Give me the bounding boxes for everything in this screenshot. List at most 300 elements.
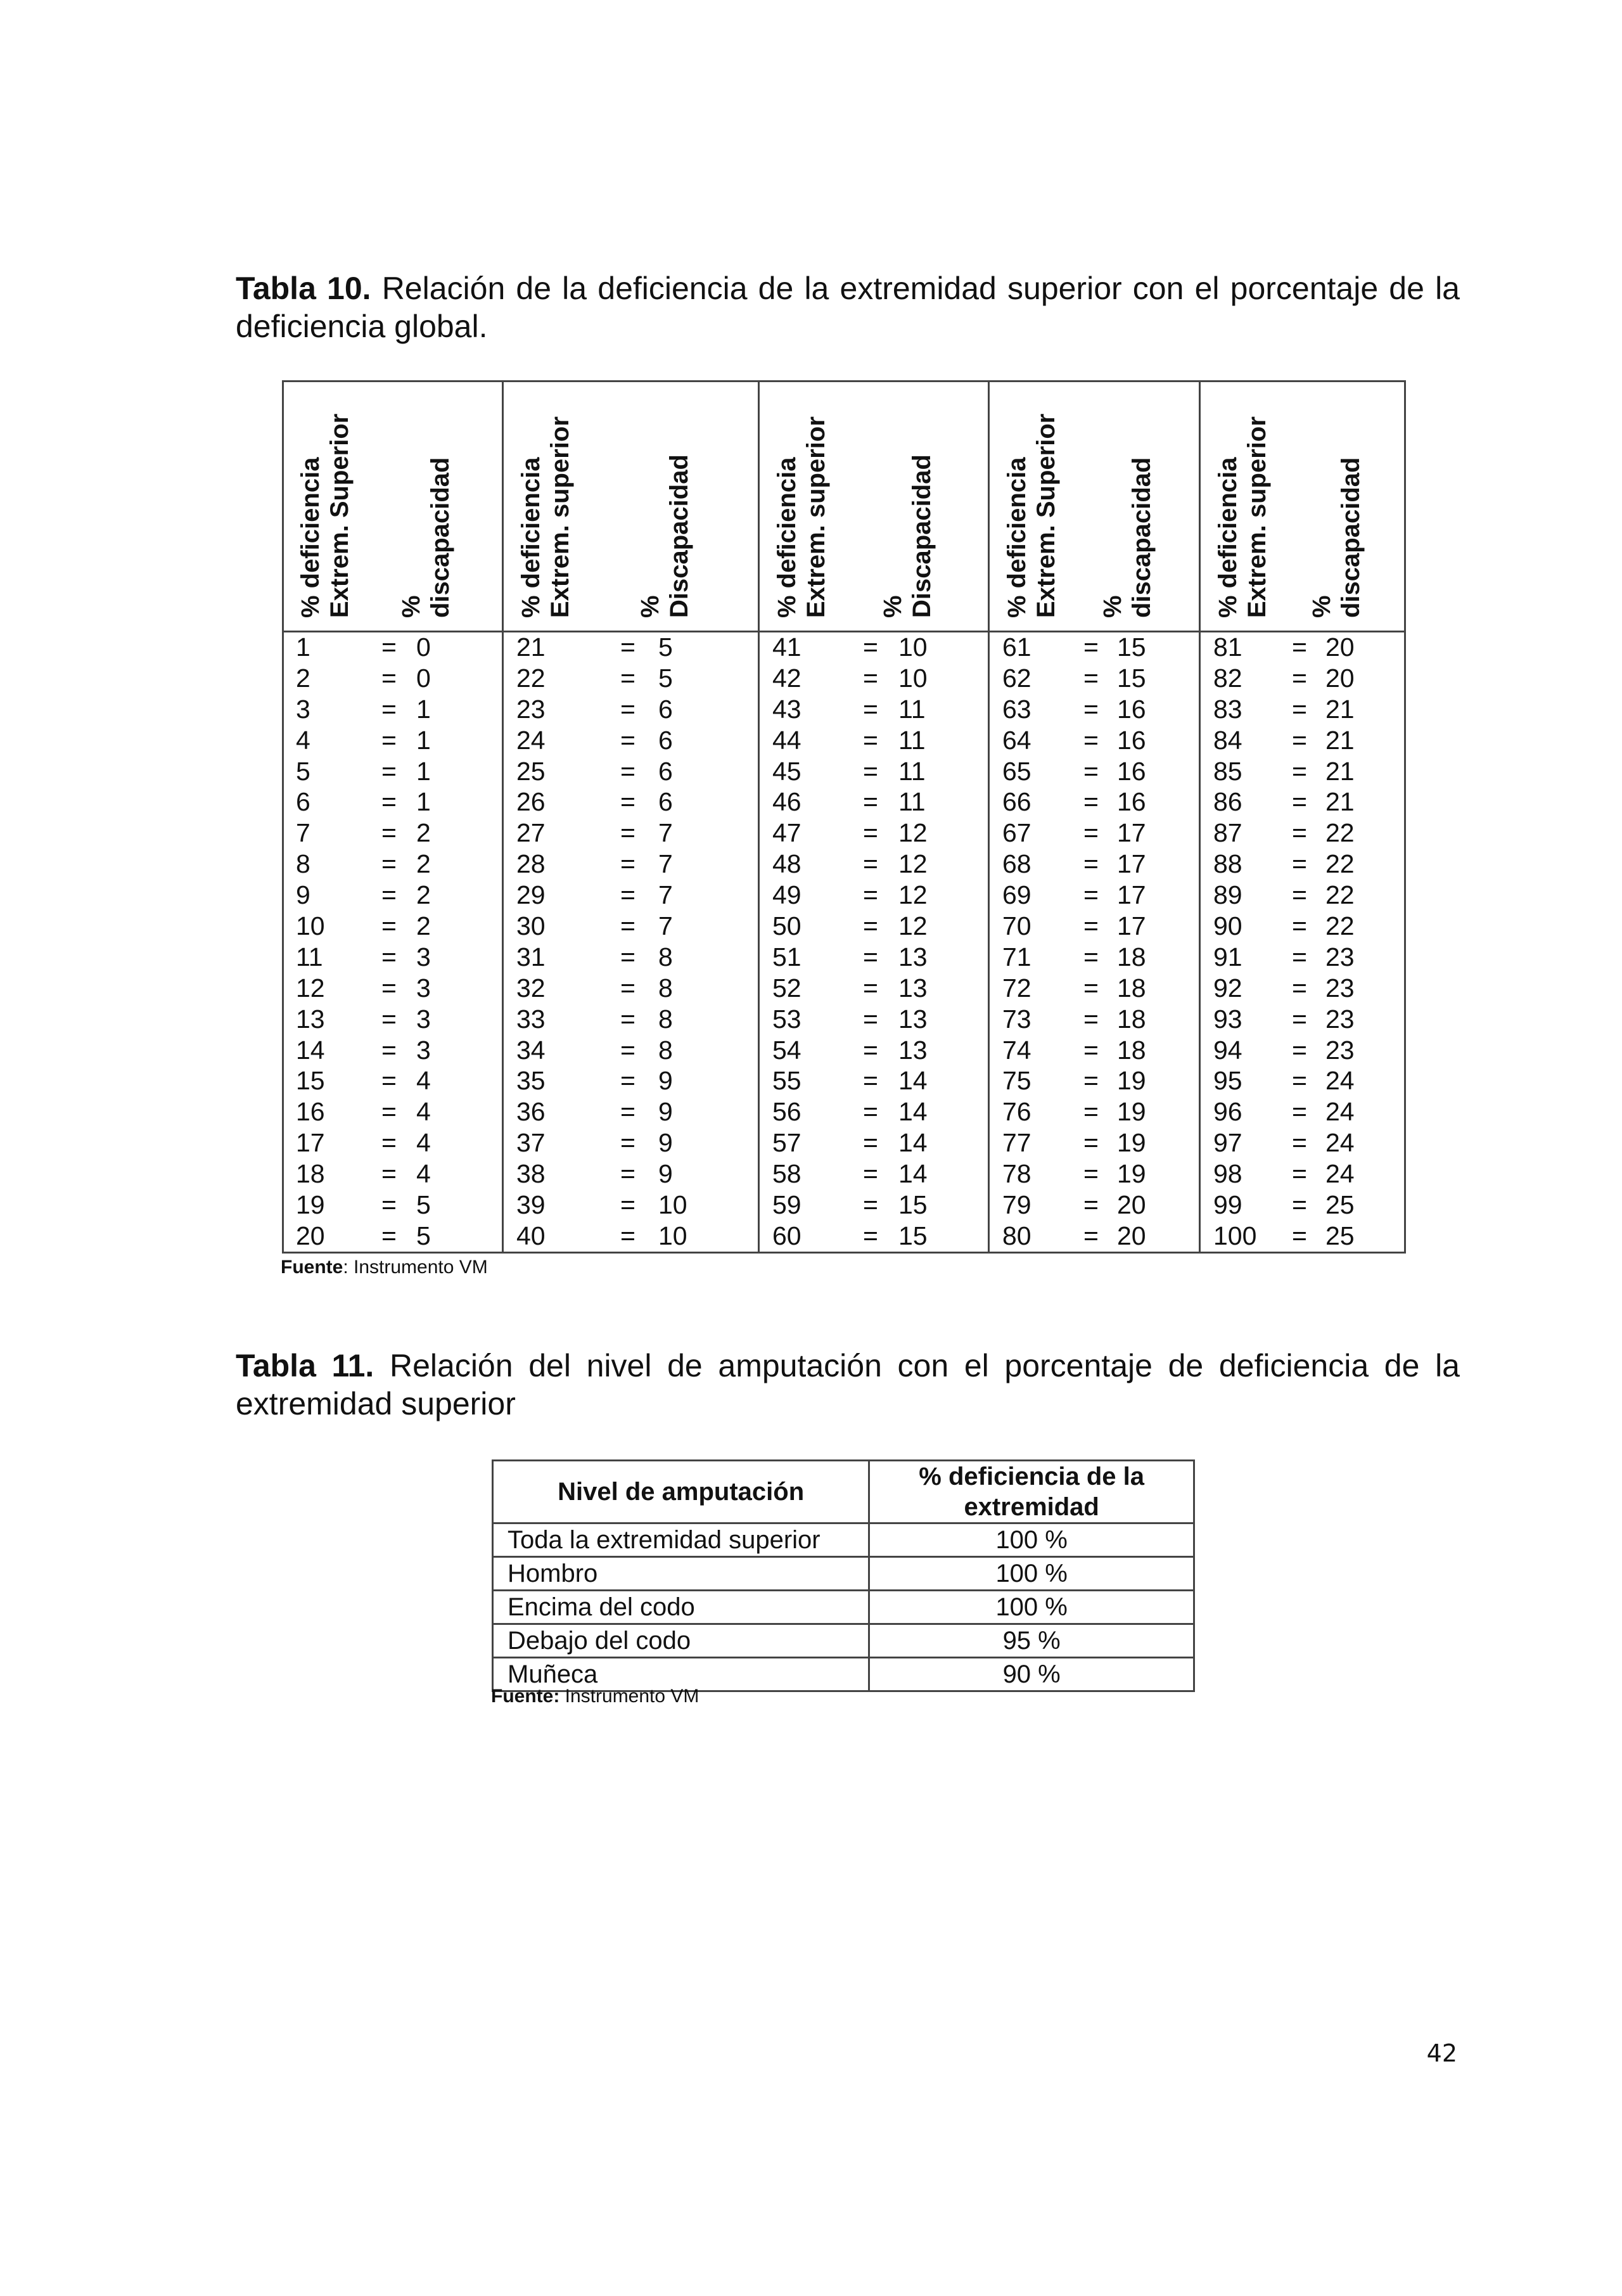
table10-header-line: Extrem. Superior [1032, 413, 1060, 618]
table11-cell-valor: 100 % [869, 1557, 1194, 1591]
table10-cell: 24 [1325, 1128, 1355, 1158]
table10-cell: 78 [1002, 1159, 1031, 1189]
table10-cell: 13 [898, 1004, 928, 1034]
table10-cell: 25 [1325, 1221, 1355, 1250]
table11-caption-label: Tabla 11. [236, 1348, 374, 1383]
table11-row [493, 1591, 1194, 1624]
table11 [492, 1459, 1195, 1692]
table10-equals-sign: = [863, 663, 878, 693]
table11-row [493, 1523, 1194, 1557]
table10-header-line: Extrem. superior [1243, 416, 1271, 618]
table10-cell: 7 [658, 880, 673, 910]
table10-cell: 3 [416, 1035, 431, 1065]
table10-cell: 76 [1002, 1097, 1031, 1127]
table10-equals-sign: = [381, 1004, 397, 1034]
table10-cell: 79 [1002, 1190, 1031, 1220]
table10-equals-sign: = [1292, 1097, 1307, 1127]
table10-cell: 14 [898, 1159, 928, 1189]
table10-cell: 10 [898, 632, 928, 662]
table10-cell: 5 [658, 663, 673, 693]
table10-cell: 7 [658, 849, 673, 879]
table10-header-line: % deficiencia [773, 457, 801, 618]
table10-header-line: Extrem. Superior [326, 413, 354, 618]
table10-header-line: % [636, 595, 664, 618]
table10-equals-sign: = [620, 1221, 635, 1250]
table10-cell: 14 [898, 1066, 928, 1096]
table10-equals-sign: = [863, 818, 878, 848]
table10-cell: 7 [658, 818, 673, 848]
table10-cell: 12 [898, 818, 928, 848]
table10-cell: 19 [1117, 1066, 1146, 1096]
table10-equals-sign: = [1292, 1190, 1307, 1220]
table10-cell: 23 [1325, 942, 1355, 972]
table10-equals-sign: = [620, 725, 635, 755]
table10-cell: 5 [296, 756, 310, 786]
table10-cell: 66 [1002, 787, 1031, 817]
table10-header-deficiencia [1213, 380, 1296, 631]
table10-equals-sign: = [1083, 1221, 1099, 1250]
table10-source-label: Fuente [281, 1257, 343, 1278]
table10-header-line: % deficiencia [1003, 457, 1031, 618]
table10-header-discapacidad [878, 380, 961, 631]
table10-column-deficiencia [772, 632, 874, 1252]
table10-cell: 16 [1117, 787, 1146, 817]
table10-equals-sign: = [1292, 942, 1307, 972]
table10-cell: 18 [296, 1159, 325, 1189]
table10-cell: 22 [1325, 849, 1355, 879]
table10-header-line: discapacidad [1337, 457, 1365, 618]
table10-cell: 15 [898, 1221, 928, 1250]
table10-equals-sign: = [863, 1035, 878, 1065]
table10-cell: 15 [1117, 663, 1146, 693]
table10-cell: 32 [516, 973, 546, 1003]
table10-cell: 24 [1325, 1159, 1355, 1189]
table10-equals-sign: = [381, 694, 397, 724]
table10-cell: 40 [516, 1221, 546, 1250]
table10-cell: 16 [1117, 725, 1146, 755]
table10-cell: 14 [898, 1128, 928, 1158]
table10-header-line: % deficiencia [1214, 457, 1242, 618]
table10-equals-sign: = [1292, 725, 1307, 755]
table10-equals-sign: = [1083, 849, 1099, 879]
table10-header-deficiencia [516, 380, 599, 631]
table10-cell: 5 [658, 632, 673, 662]
table10-cell: 52 [772, 973, 801, 1003]
table10-equals-sign: = [1292, 818, 1307, 848]
table10-cell: 17 [1117, 849, 1146, 879]
table10-column-discapacidad [1325, 632, 1427, 1252]
table10-cell: 37 [516, 1128, 546, 1158]
table10-cell: 67 [1002, 818, 1031, 848]
table10-equals-sign: = [1292, 756, 1307, 786]
table10-cell: 53 [772, 1004, 801, 1034]
table10-equals-sign: = [1083, 632, 1099, 662]
table10-equals-sign: = [863, 787, 878, 817]
table10-equals-sign: = [620, 787, 635, 817]
table10-header-discapacidad [1307, 380, 1389, 631]
table10-equals-sign: = [381, 632, 397, 662]
table10-cell: 6 [658, 725, 673, 755]
table10-header-deficiencia [772, 380, 855, 631]
table10-column-discapacidad [1117, 632, 1218, 1252]
table10-column-discapacidad [658, 632, 760, 1252]
table10-cell: 21 [1325, 787, 1355, 817]
table10-cell: 18 [1117, 973, 1146, 1003]
table10-cell: 12 [898, 911, 928, 941]
table10-cell: 2 [416, 880, 431, 910]
table10-cell: 2 [296, 663, 310, 693]
table10-cell: 25 [1325, 1190, 1355, 1220]
table10-cell: 43 [772, 694, 801, 724]
table10-equals-sign: = [863, 942, 878, 972]
table10-equals-sign: = [863, 1128, 878, 1158]
table10-cell: 57 [772, 1128, 801, 1158]
table10-cell: 62 [1002, 663, 1031, 693]
table10-cell: 1 [416, 694, 431, 724]
table10-cell: 54 [772, 1035, 801, 1065]
table10-equals-sign: = [620, 1128, 635, 1158]
table10-cell: 16 [1117, 694, 1146, 724]
table10-cell: 9 [658, 1066, 673, 1096]
table10-equals-sign: = [1083, 1097, 1099, 1127]
table10-cell: 80 [1002, 1221, 1031, 1250]
table10-caption [236, 269, 1460, 345]
table10-cell: 68 [1002, 849, 1031, 879]
table10-cell: 6 [658, 756, 673, 786]
table10-column-discapacidad [416, 632, 518, 1252]
table10-cell: 47 [772, 818, 801, 848]
table10-cell: 9 [658, 1097, 673, 1127]
table10-equals-sign: = [1292, 1159, 1307, 1189]
table11-header-nivel: Nivel de amputación [493, 1461, 869, 1523]
table10-header-line: discapacidad [1128, 457, 1156, 618]
table10-cell: 85 [1213, 756, 1242, 786]
table10-equals-sign: = [1292, 1221, 1307, 1250]
table10-equals-sign: = [863, 1221, 878, 1250]
table10-header-line: % [397, 595, 425, 618]
table11-source-text: Instrumento VM [559, 1686, 699, 1707]
table10-cell: 4 [416, 1097, 431, 1127]
table11-row [493, 1557, 1194, 1591]
table10-equals-sign: = [1083, 725, 1099, 755]
table10-cell: 20 [1325, 632, 1355, 662]
table10-cell: 69 [1002, 880, 1031, 910]
table11-caption [236, 1347, 1460, 1423]
page-number: 42 [1426, 2039, 1457, 2067]
table10-equals-sign: = [863, 632, 878, 662]
table10-cell: 20 [296, 1221, 325, 1250]
table10-equals-sign: = [1083, 1128, 1099, 1158]
table10-equals-sign: = [620, 1066, 635, 1096]
table11-cell-valor: 100 % [869, 1591, 1194, 1624]
table10-source-text: : Instrumento VM [343, 1257, 488, 1278]
table10-cell: 91 [1213, 942, 1242, 972]
table10-cell: 10 [658, 1221, 687, 1250]
table10-equals-sign: = [1083, 942, 1099, 972]
table10-cell: 12 [898, 849, 928, 879]
table10-cell: 31 [516, 942, 546, 972]
table10-equals-sign: = [863, 1190, 878, 1220]
table10-equals-sign: = [620, 1159, 635, 1189]
table10-cell: 36 [516, 1097, 546, 1127]
table10-cell: 88 [1213, 849, 1242, 879]
table10-equals-sign: = [863, 849, 878, 879]
table10-cell: 74 [1002, 1035, 1031, 1065]
table10-cell: 16 [296, 1097, 325, 1127]
table10-equals-sign: = [1292, 1004, 1307, 1034]
table10-cell: 94 [1213, 1035, 1242, 1065]
table10-cell: 11 [898, 756, 926, 786]
table10-caption-text: Relación de la deficiencia de la extremidad superior con el porcentaje de la deficiencia global. [236, 271, 1460, 344]
table10-cell: 1 [416, 756, 431, 786]
table10-cell: 89 [1213, 880, 1242, 910]
table10-cell: 14 [296, 1035, 325, 1065]
table11-header-deficiencia: % deficiencia de la extremidad [869, 1461, 1194, 1523]
table10-cell: 13 [296, 1004, 325, 1034]
table10-equals-sign: = [620, 663, 635, 693]
table10-equals-sign: = [620, 942, 635, 972]
table10-cell: 11 [898, 694, 926, 724]
table10-cell: 72 [1002, 973, 1031, 1003]
table10-cell: 99 [1213, 1190, 1242, 1220]
table10-equals-sign: = [1292, 632, 1307, 662]
table10-cell: 83 [1213, 694, 1242, 724]
table10-cell: 30 [516, 911, 546, 941]
table10-cell: 65 [1002, 756, 1031, 786]
table10-cell: 71 [1002, 942, 1031, 972]
table10-cell: 96 [1213, 1097, 1242, 1127]
table11-row [493, 1624, 1194, 1658]
table10-cell: 13 [898, 942, 928, 972]
table10-cell: 29 [516, 880, 546, 910]
table10-cell: 15 [898, 1190, 928, 1220]
table10-equals-sign: = [1292, 1128, 1307, 1158]
table10-cell: 22 [1325, 818, 1355, 848]
table10-equals-sign: = [1292, 663, 1307, 693]
table11-cell-nivel: Encima del codo [493, 1591, 869, 1624]
table10-cell: 24 [1325, 1097, 1355, 1127]
table11-source-label: Fuente: [491, 1686, 560, 1707]
table10-header-line: Discapacidad [908, 454, 936, 618]
table10-equals-sign: = [1083, 787, 1099, 817]
table10-cell: 11 [296, 942, 323, 972]
table10-equals-sign: = [1083, 1035, 1099, 1065]
table10-cell: 16 [1117, 756, 1146, 786]
table10-cell: 90 [1213, 911, 1242, 941]
table10-header-discapacidad [1098, 380, 1180, 631]
table10-cell: 3 [416, 973, 431, 1003]
table10-equals-sign: = [1083, 1004, 1099, 1034]
table10-cell: 42 [772, 663, 801, 693]
table10-cell: 13 [898, 1035, 928, 1065]
table10-cell: 9 [296, 880, 310, 910]
table10-cell: 19 [296, 1190, 325, 1220]
table11-caption-text: Relación del nivel de amputación con el porcentaje de deficiencia de la extremidad superior [236, 1348, 1460, 1421]
table10-cell: 5 [416, 1190, 431, 1220]
table10-cell: 8 [658, 1004, 673, 1034]
table10-cell: 18 [1117, 1035, 1146, 1065]
table10-cell: 12 [898, 880, 928, 910]
table10-equals-sign: = [863, 1066, 878, 1096]
table10-cell: 3 [416, 1004, 431, 1034]
table10-cell: 100 [1213, 1221, 1257, 1250]
table11-cell-valor: 95 % [869, 1624, 1194, 1658]
table10-cell: 1 [416, 787, 431, 817]
table10-equals-sign: = [381, 663, 397, 693]
table10-cell: 77 [1002, 1128, 1031, 1158]
table10-cell: 3 [296, 694, 310, 724]
table10-cell: 38 [516, 1159, 546, 1189]
table10-equals-sign: = [620, 1035, 635, 1065]
table10-cell: 18 [1117, 1004, 1146, 1034]
table10-column-discapacidad [898, 632, 1000, 1252]
table10-cell: 10 [658, 1190, 687, 1220]
table10-cell: 23 [516, 694, 546, 724]
table10-cell: 21 [1325, 725, 1355, 755]
table10-equals-sign: = [620, 632, 635, 662]
table10-header-line: % deficiencia [517, 457, 545, 618]
table10-equals-sign: = [381, 1035, 397, 1065]
table10-cell: 6 [296, 787, 310, 817]
table10-cell: 19 [1117, 1128, 1146, 1158]
table10-equals-sign: = [381, 787, 397, 817]
table10-equals-sign: = [1083, 973, 1099, 1003]
table10-cell: 4 [416, 1128, 431, 1158]
table10-header-line: Extrem. superior [546, 416, 574, 618]
table10-cell: 93 [1213, 1004, 1242, 1034]
table10-cell: 0 [416, 663, 431, 693]
table10-cell: 17 [1117, 911, 1146, 941]
table10-equals-sign: = [620, 849, 635, 879]
table10-cell: 22 [1325, 880, 1355, 910]
table10-equals-sign: = [1083, 880, 1099, 910]
table10-cell: 17 [1117, 818, 1146, 848]
table10-equals-sign: = [381, 756, 397, 786]
table10-equals-sign: = [1083, 911, 1099, 941]
table11-source [491, 1686, 699, 1707]
table10-cell: 6 [658, 787, 673, 817]
table10-header-line: % deficiencia [297, 457, 324, 618]
table10-column-deficiencia [516, 632, 618, 1252]
table10-cell: 18 [1117, 942, 1146, 972]
table10-equals-sign: = [863, 756, 878, 786]
table10-cell: 2 [416, 849, 431, 879]
table11-cell-valor: 90 % [869, 1658, 1194, 1691]
table10-cell: 26 [516, 787, 546, 817]
table10-header-line: Extrem. superior [802, 416, 830, 618]
table10-cell: 81 [1213, 632, 1242, 662]
table10-cell: 44 [772, 725, 801, 755]
table10-cell: 22 [1325, 911, 1355, 941]
table10-cell: 46 [772, 787, 801, 817]
table10-cell: 48 [772, 849, 801, 879]
table10-cell: 20 [1325, 663, 1355, 693]
table10-cell: 25 [516, 756, 546, 786]
table10-cell: 70 [1002, 911, 1031, 941]
table10-cell: 56 [772, 1097, 801, 1127]
table10-equals-sign: = [1292, 1066, 1307, 1096]
table11-cell-nivel: Debajo del codo [493, 1624, 869, 1658]
table10-cell: 8 [296, 849, 310, 879]
table10-equals-sign: = [381, 880, 397, 910]
table10-equals-sign: = [1292, 849, 1307, 879]
table10-cell: 23 [1325, 973, 1355, 1003]
table10-cell: 19 [1117, 1159, 1146, 1189]
table10-cell: 21 [516, 632, 546, 662]
table10-equals-sign: = [863, 1097, 878, 1127]
table11-header-row [493, 1461, 1194, 1523]
table10-equals-sign: = [620, 818, 635, 848]
table10-cell: 87 [1213, 818, 1242, 848]
table10-equals-sign: = [863, 973, 878, 1003]
table10-cell: 22 [516, 663, 546, 693]
table10-equals-sign: = [381, 818, 397, 848]
table10-cell: 50 [772, 911, 801, 941]
table10-cell: 34 [516, 1035, 546, 1065]
table10-cell: 64 [1002, 725, 1031, 755]
table10-cell: 15 [296, 1066, 325, 1096]
table10-equals-sign: = [381, 911, 397, 941]
table10-cell: 7 [296, 818, 310, 848]
table11-cell-nivel: Toda la extremidad superior [493, 1523, 869, 1557]
table10-cell: 27 [516, 818, 546, 848]
table10-cell: 24 [516, 725, 546, 755]
table10-equals-sign: = [620, 1004, 635, 1034]
table10-header-deficiencia [296, 380, 378, 631]
table10-cell: 20 [1117, 1190, 1146, 1220]
table10-cell: 51 [772, 942, 801, 972]
table10-equals-sign: = [863, 694, 878, 724]
table10-header-line: % [1308, 595, 1336, 618]
table10-equals-sign: = [381, 725, 397, 755]
table11-cell-nivel: Hombro [493, 1557, 869, 1591]
table10-cell: 73 [1002, 1004, 1031, 1034]
table10-equals-sign: = [863, 1004, 878, 1034]
table10-cell: 95 [1213, 1066, 1242, 1096]
table10-cell: 7 [658, 911, 673, 941]
table10-cell: 19 [1117, 1097, 1146, 1127]
table10-header-line: % [879, 595, 907, 618]
table10-cell: 20 [1117, 1221, 1146, 1250]
table10-cell: 17 [1117, 880, 1146, 910]
table11-cell-valor: 100 % [869, 1523, 1194, 1557]
table10-equals-sign: = [620, 880, 635, 910]
table10-cell: 97 [1213, 1128, 1242, 1158]
table10-equals-sign: = [1083, 756, 1099, 786]
table10-cell: 28 [516, 849, 546, 879]
table10-cell: 98 [1213, 1159, 1242, 1189]
table10-cell: 14 [898, 1097, 928, 1127]
table10-equals-sign: = [863, 880, 878, 910]
table10-equals-sign: = [381, 1190, 397, 1220]
table10-cell: 11 [898, 787, 926, 817]
table10-cell: 21 [1325, 756, 1355, 786]
table10-cell: 17 [296, 1128, 325, 1158]
table10-equals-sign: = [381, 1097, 397, 1127]
table10-cell: 4 [416, 1159, 431, 1189]
table10-cell: 39 [516, 1190, 546, 1220]
table10-equals-sign: = [381, 1128, 397, 1158]
table10-cell: 8 [658, 1035, 673, 1065]
table10-cell: 60 [772, 1221, 801, 1250]
table11-cell-nivel: Muñeca [493, 1658, 869, 1691]
table10-equals-sign: = [620, 1190, 635, 1220]
table10-cell: 4 [416, 1066, 431, 1096]
table10-cell: 12 [296, 973, 325, 1003]
table10-cell: 86 [1213, 787, 1242, 817]
table10-equals-sign: = [381, 1221, 397, 1250]
table10-caption-label: Tabla 10. [236, 271, 371, 306]
